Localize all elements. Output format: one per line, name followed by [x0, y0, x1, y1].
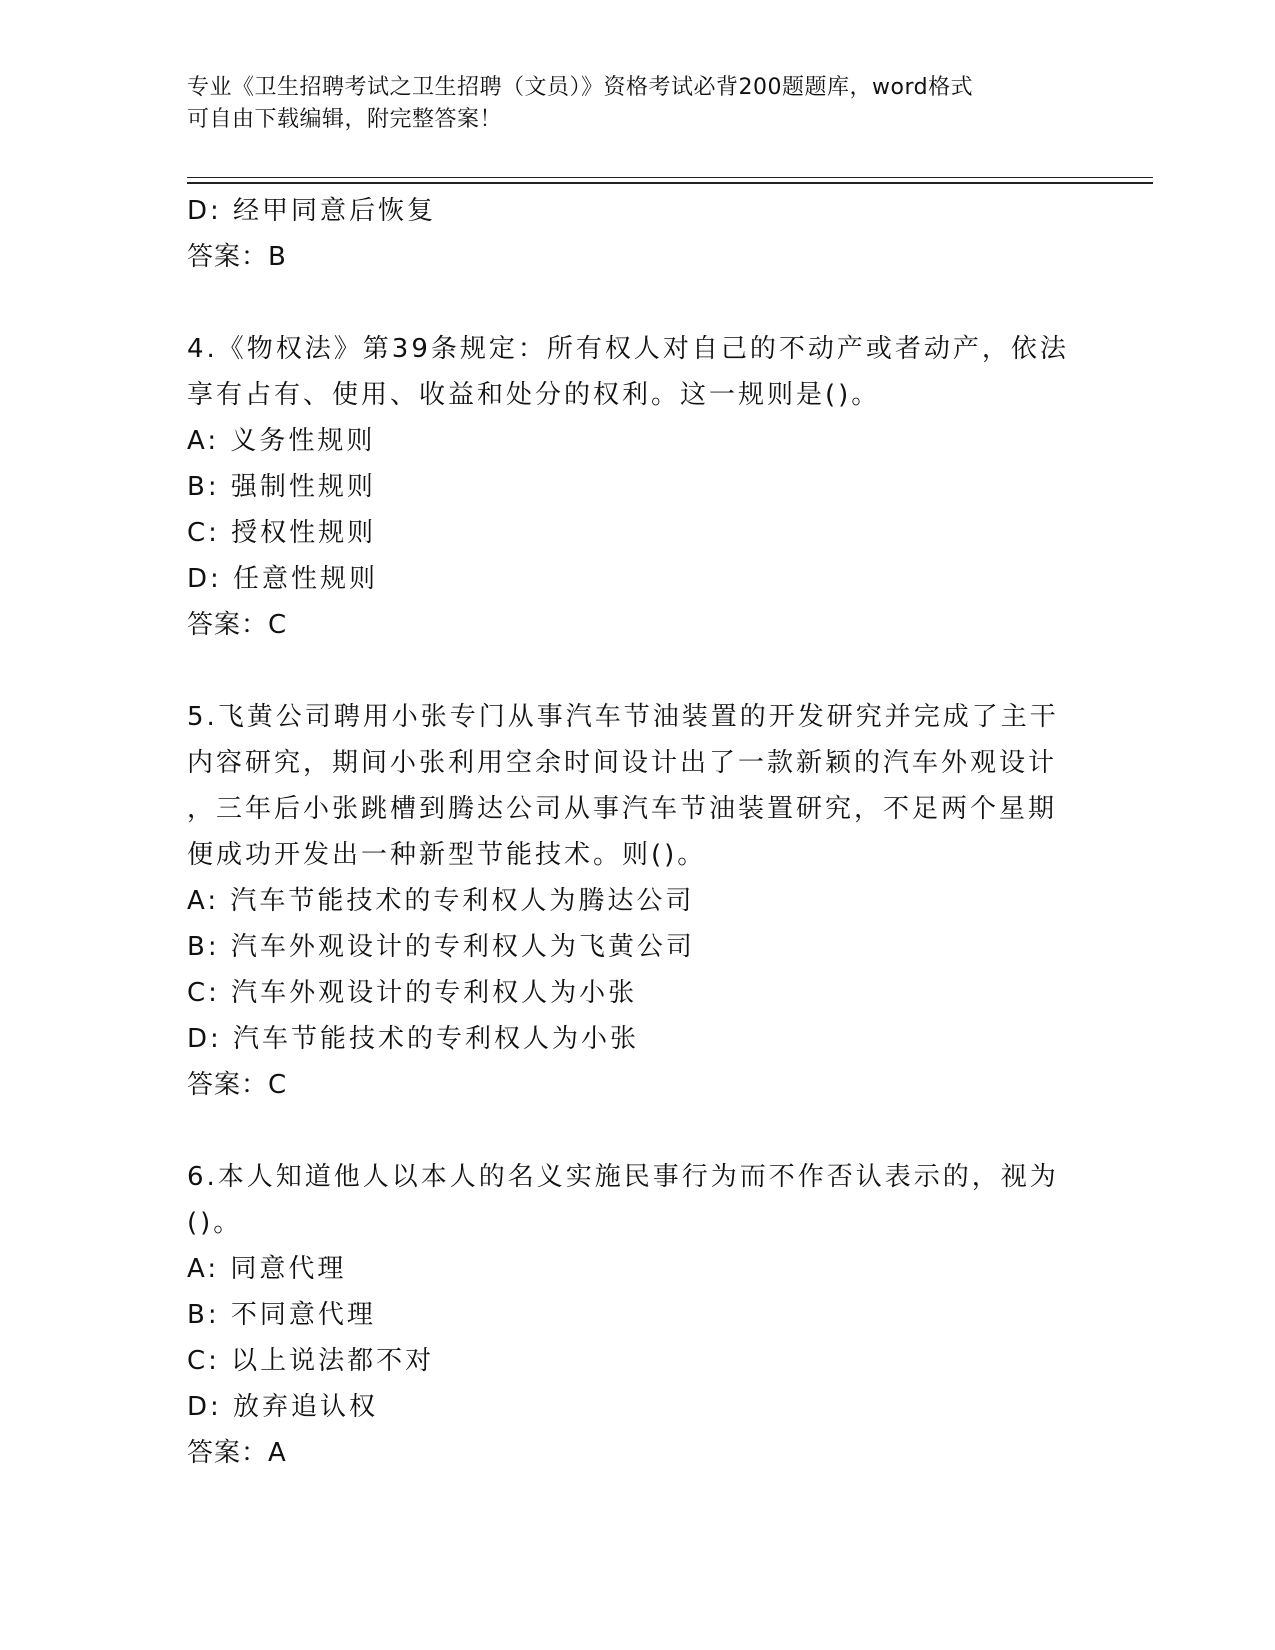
answer-line: 答案：C — [187, 610, 288, 640]
header-line-1: 专业《卫生招聘考试之卫生招聘（文员）》资格考试必背200题题库，word格式 — [187, 75, 974, 100]
question-text-line: 5.飞黄公司聘用小张专门从事汽车节油装置的开发研究并完成了主干 — [187, 702, 1059, 732]
option-a: A: 义务性规则 — [187, 426, 376, 456]
question-6 — [187, 1154, 1087, 1476]
question-text-line: ，三年后小张跳槽到腾达公司从事汽车节油装置研究，不足两个星期 — [187, 794, 1058, 824]
header-rule-thin — [187, 177, 1153, 178]
option-b: B: 汽车外观设计的专利权人为飞黄公司 — [187, 932, 695, 962]
question-text-line: 便成功开发出一种新型节能技术。则()。 — [187, 840, 707, 870]
option-a: A: 同意代理 — [187, 1254, 347, 1284]
option-d: D: 放弃追认权 — [187, 1392, 379, 1422]
option-d: D: 任意性规则 — [187, 564, 379, 594]
option-c: C: 授权性规则 — [187, 518, 377, 548]
option-b: B: 强制性规则 — [187, 472, 376, 502]
question-4 — [187, 326, 1087, 648]
question-text-line: 享有占有、使用、收益和处分的权利。这一规则是()。 — [187, 380, 881, 410]
option-d: D: 汽车节能技术的专利权人为小张 — [187, 1024, 640, 1054]
question-text-line: 4.《物权法》第39条规定：所有权人对自己的不动产或者动产，依法 — [187, 334, 1069, 364]
question-5 — [187, 694, 1087, 1108]
option-d: D: 经甲同意后恢复 — [187, 196, 437, 226]
question-text-line: 6.本人知道他人以本人的名义实施民事行为而不作否认表示的，视为 — [187, 1162, 1059, 1192]
question-text — [187, 1154, 1087, 1246]
option-c: C: 汽车外观设计的专利权人为小张 — [187, 978, 638, 1008]
question-text — [187, 694, 1087, 878]
question-text-line: 内容研究，期间小张利用空余时间设计出了一款新颖的汽车外观设计 — [187, 748, 1058, 778]
answer-line: 答案：B — [187, 242, 287, 272]
option-c: C: 以上说法都不对 — [187, 1346, 435, 1376]
option-a: A: 汽车节能技术的专利权人为腾达公司 — [187, 886, 695, 916]
answer-line: 答案：A — [187, 1438, 287, 1468]
question-text — [187, 326, 1087, 418]
option-b: B: 不同意代理 — [187, 1300, 376, 1330]
question-list — [187, 188, 1087, 1476]
header-rule-thick — [187, 182, 1153, 184]
question-text-line: ()。 — [187, 1208, 243, 1238]
document-header — [187, 72, 1067, 136]
answer-line: 答案：C — [187, 1070, 288, 1100]
header-line-2: 可自由下载编辑，附完整答案！ — [187, 107, 503, 132]
